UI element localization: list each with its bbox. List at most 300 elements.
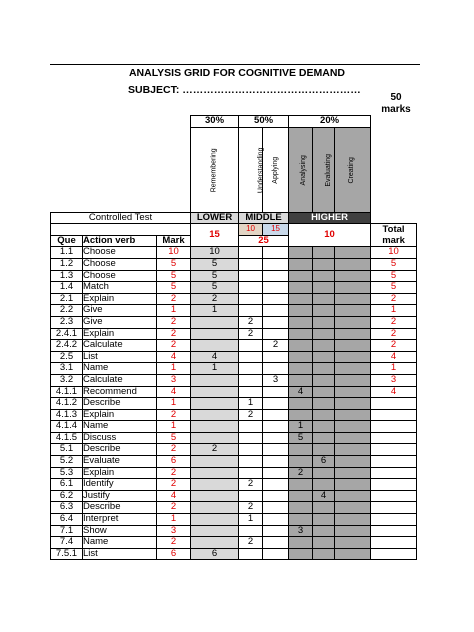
table-row xyxy=(51,386,417,398)
remembering-cell xyxy=(191,514,239,526)
action-verb: Evaluate xyxy=(83,456,157,468)
action-verb: Discuss xyxy=(83,432,157,444)
evaluating-cell: 6 xyxy=(313,456,335,468)
question-mark: 2 xyxy=(157,444,191,456)
table-row xyxy=(51,247,417,259)
remembering-cell xyxy=(191,374,239,386)
question-mark: 10 xyxy=(157,247,191,259)
understanding-cell xyxy=(239,282,263,294)
remembering-cell xyxy=(191,490,239,502)
level-remembering: Remembering xyxy=(191,127,239,212)
question-mark: 2 xyxy=(157,293,191,305)
action-verb: Choose xyxy=(83,247,157,259)
remembering-cell: 1 xyxy=(191,305,239,317)
action-verb: Calculate xyxy=(83,340,157,352)
total-mark-cell: 10 xyxy=(371,247,417,259)
remembering-cell xyxy=(191,316,239,328)
action-verb: Explain xyxy=(83,293,157,305)
question-number: 1.1 xyxy=(51,247,83,259)
total-mark-cell xyxy=(371,548,417,560)
total-mark-cell xyxy=(371,432,417,444)
remembering-cell xyxy=(191,409,239,421)
remembering-cell xyxy=(191,328,239,340)
understanding-cell xyxy=(239,363,263,375)
creating-cell xyxy=(335,386,371,398)
percent-row xyxy=(51,116,417,128)
action-verb: Describe xyxy=(83,502,157,514)
question-mark: 2 xyxy=(157,409,191,421)
evaluating-cell xyxy=(313,293,335,305)
analysing-cell xyxy=(289,444,313,456)
table-row xyxy=(51,537,417,549)
top-rule xyxy=(50,64,420,65)
total-mark-cell: 4 xyxy=(371,386,417,398)
creating-cell xyxy=(335,479,371,491)
understanding-cell: 2 xyxy=(239,502,263,514)
creating-cell xyxy=(335,432,371,444)
table-row xyxy=(51,490,417,502)
remembering-cell: 2 xyxy=(191,293,239,305)
analysing-cell: 5 xyxy=(289,432,313,444)
understanding-cell xyxy=(239,386,263,398)
remembering-cell: 5 xyxy=(191,282,239,294)
question-number: 5.3 xyxy=(51,467,83,479)
action-verb: Identify xyxy=(83,479,157,491)
evaluating-cell xyxy=(313,270,335,282)
action-verb-header: Action verb xyxy=(83,235,157,247)
question-mark: 4 xyxy=(157,386,191,398)
applying-cell xyxy=(263,456,289,468)
understanding-band-mark: 10 xyxy=(239,224,263,236)
question-mark: 3 xyxy=(157,525,191,537)
action-verb: Give xyxy=(83,316,157,328)
evaluating-cell xyxy=(313,514,335,526)
level-creating: Creating xyxy=(335,127,371,212)
applying-cell xyxy=(263,386,289,398)
creating-cell xyxy=(335,421,371,433)
remembering-cell: 6 xyxy=(191,548,239,560)
creating-cell xyxy=(335,537,371,549)
evaluating-cell xyxy=(313,258,335,270)
creating-cell xyxy=(335,293,371,305)
total-mark-cell: 1 xyxy=(371,305,417,317)
question-mark: 2 xyxy=(157,479,191,491)
remembering-cell xyxy=(191,340,239,352)
analysing-cell: 1 xyxy=(289,421,313,433)
remembering-cell xyxy=(191,479,239,491)
question-mark: 1 xyxy=(157,363,191,375)
creating-cell xyxy=(335,444,371,456)
remembering-cell xyxy=(191,467,239,479)
middle-band-mark: 25 xyxy=(239,235,289,247)
total-mark-cell: 5 xyxy=(371,258,417,270)
table-row xyxy=(51,270,417,282)
creating-cell xyxy=(335,316,371,328)
applying-cell xyxy=(263,316,289,328)
evaluating-cell xyxy=(313,432,335,444)
total-mark-cell xyxy=(371,525,417,537)
remembering-cell: 5 xyxy=(191,258,239,270)
applying-cell xyxy=(263,270,289,282)
creating-cell xyxy=(335,398,371,410)
total-mark-cell xyxy=(371,456,417,468)
evaluating-cell xyxy=(313,409,335,421)
applying-cell xyxy=(263,421,289,433)
remembering-cell: 5 xyxy=(191,270,239,282)
applying-cell xyxy=(263,432,289,444)
table-row xyxy=(51,409,417,421)
analysing-cell: 3 xyxy=(289,525,313,537)
question-mark: 2 xyxy=(157,537,191,549)
action-verb: Explain xyxy=(83,409,157,421)
total-mark-cell: 1 xyxy=(371,363,417,375)
question-number: 3.2 xyxy=(51,374,83,386)
analysing-cell xyxy=(289,270,313,282)
analysing-cell xyxy=(289,537,313,549)
applying-cell xyxy=(263,363,289,375)
action-verb: Give xyxy=(83,305,157,317)
question-mark: 1 xyxy=(157,305,191,317)
understanding-cell xyxy=(239,444,263,456)
question-number: 1.2 xyxy=(51,258,83,270)
analysing-cell: 2 xyxy=(289,467,313,479)
analysing-cell xyxy=(289,282,313,294)
action-verb: Name xyxy=(83,363,157,375)
creating-cell xyxy=(335,514,371,526)
question-number: 1.3 xyxy=(51,270,83,282)
understanding-cell: 1 xyxy=(239,514,263,526)
levels-row xyxy=(51,127,417,212)
test-name: Controlled Test xyxy=(51,212,191,224)
creating-cell xyxy=(335,525,371,537)
creating-cell xyxy=(335,374,371,386)
table-row xyxy=(51,316,417,328)
evaluating-cell xyxy=(313,479,335,491)
question-number: 6.4 xyxy=(51,514,83,526)
understanding-cell: 1 xyxy=(239,398,263,410)
table-row xyxy=(51,456,417,468)
applying-cell xyxy=(263,305,289,317)
question-mark: 2 xyxy=(157,316,191,328)
question-number: 2.4.1 xyxy=(51,328,83,340)
action-verb: Match xyxy=(83,282,157,294)
creating-cell xyxy=(335,548,371,560)
remembering-cell: 1 xyxy=(191,363,239,375)
total-mark-cell xyxy=(371,479,417,491)
understanding-cell: 2 xyxy=(239,409,263,421)
applying-cell xyxy=(263,444,289,456)
evaluating-cell xyxy=(313,305,335,317)
percent-higher: 20% xyxy=(289,116,371,128)
applying-cell xyxy=(263,490,289,502)
analysing-cell xyxy=(289,293,313,305)
analysing-cell xyxy=(289,548,313,560)
action-verb: Choose xyxy=(83,258,157,270)
remembering-cell xyxy=(191,537,239,549)
table-row xyxy=(51,340,417,352)
question-number: 3.1 xyxy=(51,363,83,375)
question-mark: 4 xyxy=(157,351,191,363)
remembering-cell xyxy=(191,386,239,398)
understanding-cell: 2 xyxy=(239,328,263,340)
understanding-cell xyxy=(239,293,263,305)
understanding-cell xyxy=(239,456,263,468)
question-number: 6.1 xyxy=(51,479,83,491)
total-marks-unit: marks xyxy=(381,104,411,115)
evaluating-cell xyxy=(313,502,335,514)
analysing-cell xyxy=(289,247,313,259)
table-row xyxy=(51,444,417,456)
applying-cell xyxy=(263,467,289,479)
question-number: 6.2 xyxy=(51,490,83,502)
band-lower: LOWER xyxy=(191,212,239,224)
evaluating-cell xyxy=(313,421,335,433)
evaluating-cell xyxy=(313,351,335,363)
table-row xyxy=(51,479,417,491)
band-row xyxy=(51,212,417,224)
remembering-cell: 2 xyxy=(191,444,239,456)
total-marks-value: 50 xyxy=(390,92,402,103)
action-verb: Recommend xyxy=(83,386,157,398)
evaluating-cell xyxy=(313,328,335,340)
evaluating-cell xyxy=(313,398,335,410)
level-applying: Applying xyxy=(263,127,289,212)
table-row xyxy=(51,293,417,305)
action-verb: Calculate xyxy=(83,374,157,386)
creating-cell xyxy=(335,270,371,282)
applying-cell: 3 xyxy=(263,374,289,386)
understanding-cell: 2 xyxy=(239,316,263,328)
total-mark-cell xyxy=(371,467,417,479)
remembering-cell xyxy=(191,398,239,410)
question-number: 6.3 xyxy=(51,502,83,514)
table-row xyxy=(51,328,417,340)
action-verb: Describe xyxy=(83,444,157,456)
analysing-cell xyxy=(289,351,313,363)
question-mark: 5 xyxy=(157,432,191,444)
total-mark-cell: 2 xyxy=(371,293,417,305)
understanding-cell xyxy=(239,490,263,502)
analysis-grid xyxy=(50,115,417,560)
table-row xyxy=(51,374,417,386)
question-mark: 1 xyxy=(157,398,191,410)
question-mark: 3 xyxy=(157,374,191,386)
action-verb: Name xyxy=(83,537,157,549)
creating-cell xyxy=(335,456,371,468)
analysing-cell xyxy=(289,328,313,340)
question-number: 7.4 xyxy=(51,537,83,549)
analysing-cell xyxy=(289,456,313,468)
understanding-cell xyxy=(239,270,263,282)
analysing-cell xyxy=(289,374,313,386)
action-verb: Justify xyxy=(83,490,157,502)
understanding-cell xyxy=(239,351,263,363)
question-mark: 5 xyxy=(157,282,191,294)
creating-cell xyxy=(335,340,371,352)
total-mark-header: Total mark xyxy=(371,224,417,247)
mark-header: Mark xyxy=(157,235,191,247)
action-verb: Explain xyxy=(83,467,157,479)
total-mark-cell xyxy=(371,514,417,526)
total-mark-cell xyxy=(371,421,417,433)
total-mark-cell: 3 xyxy=(371,374,417,386)
total-mark-cell: 2 xyxy=(371,328,417,340)
creating-cell xyxy=(335,409,371,421)
analysing-cell xyxy=(289,490,313,502)
question-number: 7.5.1 xyxy=(51,548,83,560)
analysing-cell xyxy=(289,398,313,410)
total-mark-cell: 4 xyxy=(371,351,417,363)
remembering-cell: 4 xyxy=(191,351,239,363)
applying-cell xyxy=(263,328,289,340)
total-mark-cell: 5 xyxy=(371,282,417,294)
total-mark-cell: 5 xyxy=(371,270,417,282)
creating-cell xyxy=(335,328,371,340)
analysing-cell xyxy=(289,514,313,526)
understanding-cell: 2 xyxy=(239,537,263,549)
question-mark: 2 xyxy=(157,502,191,514)
question-number: 2.3 xyxy=(51,316,83,328)
applying-cell xyxy=(263,247,289,259)
question-mark: 6 xyxy=(157,548,191,560)
evaluating-cell xyxy=(313,467,335,479)
table-row xyxy=(51,305,417,317)
action-verb: Explain xyxy=(83,328,157,340)
question-mark: 5 xyxy=(157,258,191,270)
understanding-cell xyxy=(239,467,263,479)
remembering-cell xyxy=(191,421,239,433)
creating-cell xyxy=(335,258,371,270)
remembering-cell xyxy=(191,525,239,537)
level-understanding: Understanding xyxy=(239,127,263,212)
applying-cell xyxy=(263,525,289,537)
understanding-cell: 2 xyxy=(239,479,263,491)
understanding-cell xyxy=(239,432,263,444)
question-number: 4.1.2 xyxy=(51,398,83,410)
question-number: 4.1.5 xyxy=(51,432,83,444)
table-row xyxy=(51,467,417,479)
remembering-cell xyxy=(191,502,239,514)
analysing-cell xyxy=(289,479,313,491)
applying-cell xyxy=(263,409,289,421)
evaluating-cell xyxy=(313,316,335,328)
question-mark: 2 xyxy=(157,340,191,352)
understanding-cell xyxy=(239,305,263,317)
applying-cell xyxy=(263,398,289,410)
remembering-cell: 10 xyxy=(191,247,239,259)
evaluating-cell xyxy=(313,548,335,560)
table-row xyxy=(51,421,417,433)
understanding-cell xyxy=(239,374,263,386)
total-mark-cell xyxy=(371,409,417,421)
applying-cell xyxy=(263,514,289,526)
creating-cell xyxy=(335,502,371,514)
question-number: 4.1.3 xyxy=(51,409,83,421)
level-analysing: Analysing xyxy=(289,127,313,212)
level-evaluating: Evaluating xyxy=(313,127,335,212)
question-header: Que xyxy=(51,235,83,247)
question-number: 2.2 xyxy=(51,305,83,317)
question-number: 4.1.4 xyxy=(51,421,83,433)
evaluating-cell xyxy=(313,363,335,375)
total-mark-cell: 2 xyxy=(371,316,417,328)
percent-lower: 30% xyxy=(191,116,239,128)
evaluating-cell xyxy=(313,282,335,294)
applying-cell xyxy=(263,282,289,294)
applying-cell xyxy=(263,479,289,491)
total-mark-cell xyxy=(371,502,417,514)
action-verb: Show xyxy=(83,525,157,537)
analysing-cell xyxy=(289,305,313,317)
understanding-cell xyxy=(239,548,263,560)
evaluating-cell xyxy=(313,525,335,537)
understanding-cell xyxy=(239,421,263,433)
table-row xyxy=(51,525,417,537)
creating-cell xyxy=(335,305,371,317)
evaluating-cell xyxy=(313,340,335,352)
analysing-cell xyxy=(289,363,313,375)
table-row xyxy=(51,282,417,294)
creating-cell xyxy=(335,282,371,294)
band-marks-row-top xyxy=(51,224,417,236)
creating-cell xyxy=(335,363,371,375)
question-mark: 4 xyxy=(157,490,191,502)
question-number: 7.1 xyxy=(51,525,83,537)
applying-cell xyxy=(263,351,289,363)
analysing-cell: 4 xyxy=(289,386,313,398)
total-mark-cell: 2 xyxy=(371,340,417,352)
subject-line: SUBJECT: …………………………………………… xyxy=(128,84,361,96)
creating-cell xyxy=(335,351,371,363)
question-number: 1.4 xyxy=(51,282,83,294)
action-verb: List xyxy=(83,351,157,363)
remembering-cell xyxy=(191,456,239,468)
creating-cell xyxy=(335,247,371,259)
evaluating-cell xyxy=(313,374,335,386)
page-title: ANALYSIS GRID FOR COGNITIVE DEMAND xyxy=(128,67,346,79)
creating-cell xyxy=(335,467,371,479)
creating-cell xyxy=(335,490,371,502)
evaluating-cell xyxy=(313,537,335,549)
table-row xyxy=(51,351,417,363)
total-mark-cell xyxy=(371,444,417,456)
action-verb: List xyxy=(83,548,157,560)
remembering-cell xyxy=(191,432,239,444)
question-number: 5.2 xyxy=(51,456,83,468)
total-mark-cell xyxy=(371,537,417,549)
analysing-cell xyxy=(289,502,313,514)
applying-cell xyxy=(263,548,289,560)
understanding-cell xyxy=(239,340,263,352)
evaluating-cell xyxy=(313,386,335,398)
understanding-cell xyxy=(239,525,263,537)
question-mark: 5 xyxy=(157,270,191,282)
table-row xyxy=(51,548,417,560)
table-row xyxy=(51,432,417,444)
analysing-cell xyxy=(289,316,313,328)
table-row xyxy=(51,502,417,514)
action-verb: Choose xyxy=(83,270,157,282)
analysing-cell xyxy=(289,409,313,421)
question-mark: 6 xyxy=(157,456,191,468)
evaluating-cell: 4 xyxy=(313,490,335,502)
question-mark: 1 xyxy=(157,421,191,433)
table-row xyxy=(51,398,417,410)
applying-cell xyxy=(263,502,289,514)
percent-middle: 50% xyxy=(239,116,289,128)
understanding-cell xyxy=(239,258,263,270)
band-higher: HIGHER xyxy=(289,212,371,224)
